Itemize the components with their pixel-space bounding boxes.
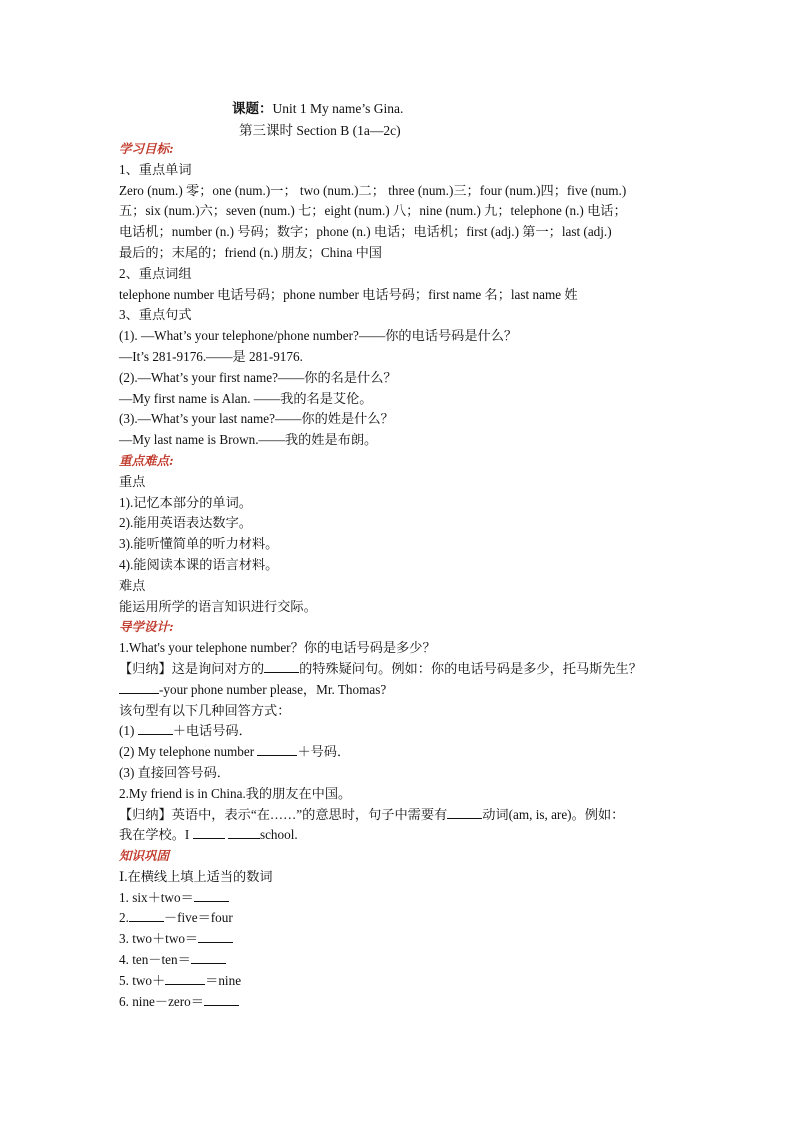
- summary-text: 动词(am, is, are)。例如：: [482, 806, 625, 822]
- example-text: school.: [259, 827, 298, 843]
- document-body: [119, 139, 679, 1012]
- key-label: 重点: [119, 473, 146, 489]
- title-label: 课题：: [232, 101, 273, 117]
- title-text: Unit 1 My name’s Gina.: [272, 101, 404, 116]
- guide-example-1: [119, 680, 679, 701]
- practice-text: 5. two＋: [119, 972, 166, 988]
- summary-text: 【归纳】英语中，表示“在……”的意思时，句子中需要有: [119, 806, 448, 822]
- practice-item: [119, 971, 679, 992]
- fill-blank[interactable]: [257, 742, 297, 756]
- key-phrases-heading: 2、重点词组: [119, 265, 192, 281]
- guide-question-2: 2.My friend is in China.我的朋友在中国。: [119, 785, 352, 801]
- answer-text: (1): [119, 723, 138, 739]
- words-line: 五；six (num.)六；seven (num.) 七；eight (num.) 八；nine (num.) 九；telephone (n.) 电话；: [119, 203, 627, 219]
- sentence-line: —My last name is Brown.——我的姓是布朗。: [119, 432, 378, 448]
- key-sentences-heading: 3、重点句式: [119, 307, 192, 323]
- key-words-heading: 1、重点单词: [119, 161, 192, 177]
- key-item: 3).能听懂简单的听力材料。: [119, 536, 279, 552]
- example-text: 我在学校。I: [119, 827, 193, 843]
- fill-blank[interactable]: [194, 888, 229, 902]
- practice-text: 1. six＋two＝: [119, 889, 194, 905]
- summary-text: 【归纳】这是询问对方的: [119, 660, 265, 676]
- practice-text: 2.: [119, 910, 129, 926]
- sentence-line: (2).—What’s your first name?——你的名是什么？: [119, 369, 397, 385]
- answer-option-1: [119, 721, 679, 742]
- words-line: 最后的；末尾的；friend (n.) 朋友；China 中国: [119, 244, 382, 260]
- sentence-line: (3).—What’s your last name?——你的姓是什么？: [119, 411, 394, 427]
- lesson-title-block: [232, 98, 403, 141]
- key-item: 2).能用英语表达数字。: [119, 515, 252, 531]
- sentence-line: (1). —What’s your telephone/phone number?——你的电话号码是什么？: [119, 328, 518, 344]
- answer-option-2: [119, 742, 679, 763]
- summary-text: 的特殊疑问句。例如：你的电话号码是多少，托马斯先生？: [299, 660, 642, 676]
- fill-blank[interactable]: [138, 721, 173, 735]
- lesson-title: [232, 98, 403, 120]
- answer-text: ＋号码．: [297, 744, 351, 760]
- fill-blank[interactable]: [191, 950, 226, 964]
- fill-blank[interactable]: [165, 971, 205, 985]
- guide-example-2: [119, 825, 679, 846]
- guide-summary-2: [119, 805, 679, 826]
- practice-item: [119, 950, 679, 971]
- fill-blank[interactable]: [447, 805, 482, 819]
- fill-blank[interactable]: [264, 659, 299, 673]
- answer-text: (2) My telephone number: [119, 744, 258, 760]
- answer-text: ＋电话号码．: [172, 723, 252, 739]
- key-item: 1).记忆本部分的单词。: [119, 494, 252, 510]
- practice-item: [119, 908, 679, 929]
- sentence-line: —My first name is Alan. ——我的名是艾伦。: [119, 390, 373, 406]
- fill-blank[interactable]: [228, 825, 260, 839]
- difficulty-label: 难点: [119, 577, 146, 593]
- fill-blank[interactable]: [198, 929, 233, 943]
- practice-instruction: Ⅰ.在横线上填上适当的数词: [119, 868, 273, 884]
- learning-goals-heading: 学习目标:: [119, 141, 174, 156]
- key-points-heading: 重点难点:: [119, 452, 174, 468]
- practice-item: [119, 929, 679, 950]
- guide-summary-1: [119, 659, 679, 680]
- key-item: 4).能阅读本课的语言材料。: [119, 556, 279, 572]
- fill-blank[interactable]: [119, 680, 159, 694]
- sentence-line: —It’s 281-9176.——是 281-9176.: [119, 348, 303, 364]
- practice-text: 6. nine－zero＝: [119, 993, 204, 1009]
- practice-text: －five＝four: [163, 910, 233, 926]
- answer-option-3: (3) 直接回答号码．: [119, 764, 230, 780]
- words-line: Zero (num.) 零；one (num.)一； two (num.)二； three (num.)三；four (num.)四；five (num.): [119, 182, 627, 198]
- fill-blank[interactable]: [129, 908, 164, 922]
- words-line: 电话机；number (n.) 号码；数字；phone (n.) 电话；电话机；first (adj.) 第一；last (adj.): [119, 224, 612, 240]
- example-text: -your phone number please，Mr. Thomas?: [159, 681, 387, 697]
- practice-text: 4. ten－ten＝: [119, 952, 191, 968]
- guide-question-1: 1.What's your telephone number？你的电话号码是多少？: [119, 640, 436, 656]
- phrases-line: telephone number 电话号码；phone number 电话号码；first name 名；last name 姓: [119, 286, 578, 302]
- guide-heading: 导学设计:: [119, 619, 174, 635]
- practice-item: [119, 992, 679, 1013]
- practice-item: [119, 888, 679, 909]
- practice-text: 3. two＋two＝: [119, 931, 199, 947]
- answers-intro: 该句型有以下几种回答方式：: [119, 702, 291, 718]
- lesson-subtitle: 第三课时 Section B (1a—2c): [239, 123, 401, 138]
- difficulty-text: 能运用所学的语言知识进行交际。: [119, 598, 317, 614]
- practice-heading: 知识巩固: [119, 848, 170, 864]
- practice-text: ＝nine: [205, 972, 242, 988]
- fill-blank[interactable]: [204, 992, 239, 1006]
- fill-blank[interactable]: [193, 825, 225, 839]
